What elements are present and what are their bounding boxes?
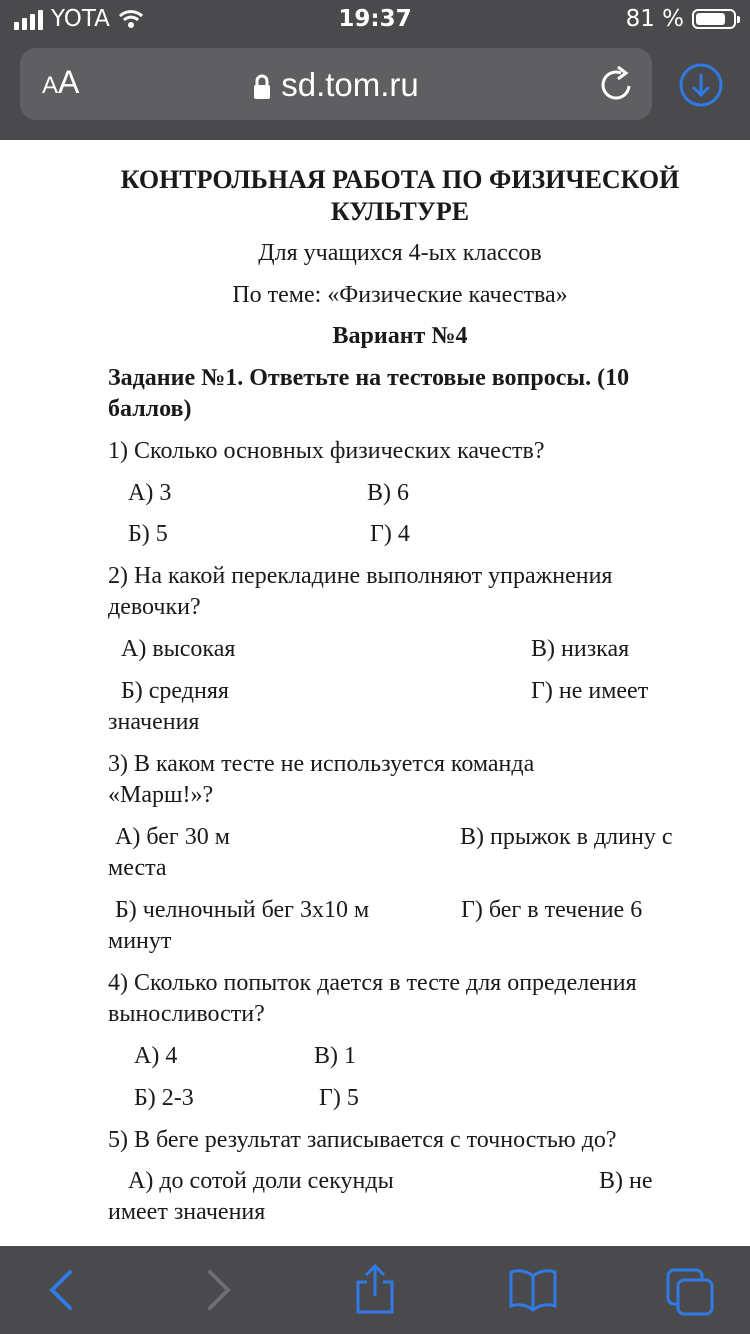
question-2-line1: 2) На какой перекладине выполняют упражнения [108,563,613,589]
doc-topic: По теме: «Физические качества» [232,282,568,308]
q5-option-v-cont: имеет значения [108,1199,266,1225]
q3-option-a-cont: места [108,855,167,881]
tabs-icon[interactable] [664,1266,716,1318]
doc-title-line1: КОНТРОЛЬНАЯ РАБОТА ПО ФИЗИЧЕСКОЙ [120,165,680,194]
status-bar [0,0,750,44]
doc-title-line2: КУЛЬТУРЕ [330,197,470,226]
task-heading-line2: баллов) [108,396,192,422]
q4-option-v: В) 1 [314,1043,356,1069]
task-heading-line1: Задание №1. Ответьте на тестовые вопросы. (10 [108,365,630,391]
q4-option-a: А) 4 [134,1043,178,1069]
forward-icon[interactable] [196,1266,240,1314]
battery-group [626,6,736,32]
q5-option-a: А) до сотой доли секунды [128,1168,394,1194]
q1-option-g: Г) 4 [370,521,410,547]
document-page[interactable] [0,140,750,1246]
bookmarks-icon[interactable] [508,1266,558,1312]
doc-variant: Вариант №4 [332,323,468,349]
address-bar[interactable] [20,48,652,120]
lock-icon [253,74,271,100]
question-4-line1: 4) Сколько попыток дается в тесте для определения [108,970,637,996]
q1-option-b: Б) 5 [128,521,168,547]
q3-option-a: А) бег 30 м [115,824,230,850]
q2-option-g: Г) не имеет [531,678,649,704]
question-5: 5) В беге результат записывается с точностью до? [108,1127,617,1153]
download-icon[interactable] [678,62,724,108]
battery-percent: 81 % [625,6,684,32]
question-3-line1: 3) В каком тесте не используется команда [108,751,535,777]
q2-option-g-cont: значения [108,709,200,735]
reload-icon[interactable] [598,64,636,104]
text-size-button[interactable]: AA [42,64,80,100]
url-text: sd.tom.ru [281,66,419,103]
q2-option-a: А) высокая [121,636,236,662]
q3-option-g: Г) бег в течение 6 [461,897,643,923]
question-1: 1) Сколько основных физических качеств? [108,438,545,464]
url-display[interactable] [20,66,652,104]
carrier-name: YOTA [51,6,110,32]
bottom-toolbar [0,1246,750,1334]
q3-option-b-cont: минут [108,928,172,954]
q2-option-b: Б) средняя [121,678,229,704]
q5-option-v: В) не [599,1168,653,1194]
question-3-line2: «Марш!»? [108,782,214,808]
q3-option-b: Б) челночный бег 3х10 м [115,897,370,923]
share-icon[interactable] [352,1262,398,1316]
q3-option-v: В) прыжок в длину с [460,824,673,850]
back-icon[interactable] [40,1266,84,1314]
doc-audience: Для учащихся 4-ых классов [258,240,542,266]
clock: 19:37 [338,6,412,32]
q2-option-v: В) низкая [531,636,630,662]
question-4-line2: выносливости? [108,1001,265,1027]
q4-option-b: Б) 2-3 [134,1085,194,1111]
q1-option-a: А) 3 [128,480,172,506]
browser-chrome [0,0,750,140]
battery-icon [692,9,736,29]
q1-option-v: В) 6 [367,480,409,506]
q4-option-g: Г) 5 [319,1085,359,1111]
question-2-line2: девочки? [108,594,201,620]
